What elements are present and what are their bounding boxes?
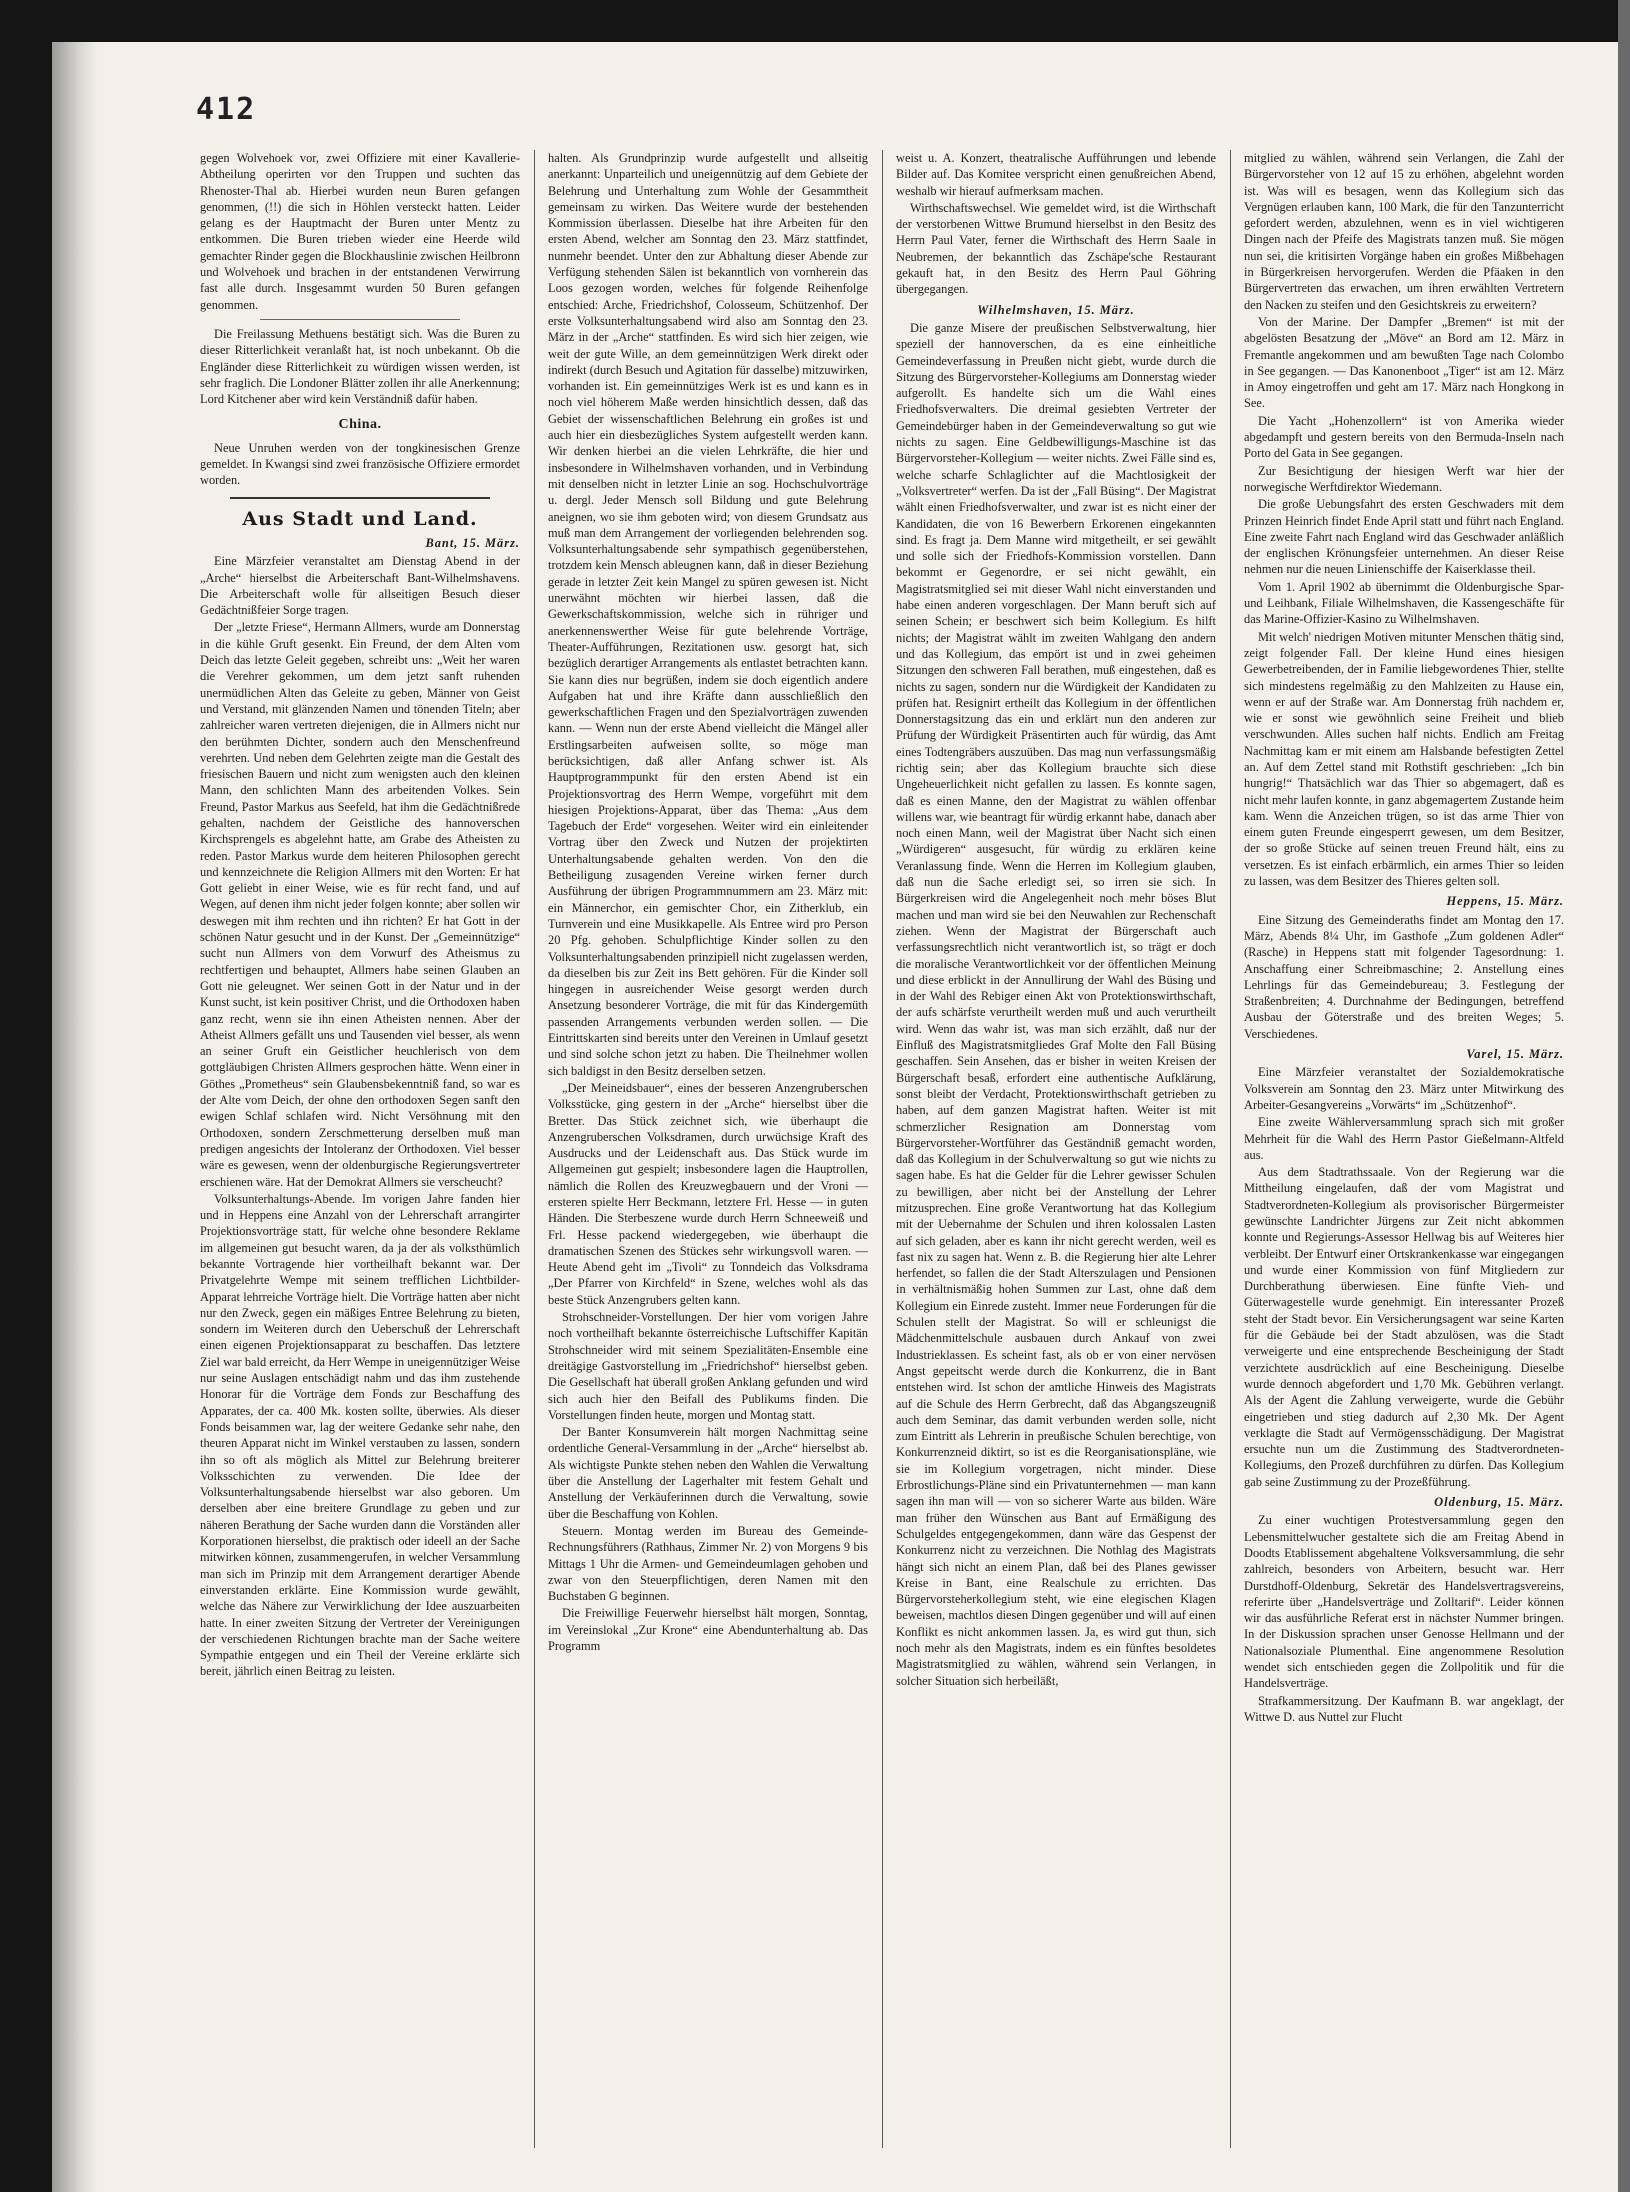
article-text: Die Freiwillige Feuerwehr hierselbst hält morgen, Sonntag, im Vereinslokal „Zur Krone“ eine Abendunterhaltung ab. Das Programm	[548, 1606, 868, 1654]
article-text: Eine Sitzung des Gemeinderaths findet am Montag den 17. März, Abends 8¼ Uhr, im Gasthofe „Zum goldenen Adler“ (Rasche) in Heppens statt mit folgender Tagesordnung: 1. Anschaffung einer Schreibmaschine; 2. Anstellung eines Lehrlings für das Gemeindebureau; 3. Festlegung der Straßenbreiten; 4. Durchnahme der Bedingungen, betreffend Ausbau der Göterstraße und des breiten Weges; 5. Verschiedenes.	[1244, 912, 1564, 1041]
article-text: Strafkammersitzung. Der Kaufmann B. war angeklagt, der Wittwe D. aus Nuttel zur Flucht	[1244, 1693, 1564, 1724]
article-text: Die Yacht „Hohenzollern“ ist von Amerika wieder abgedampft und gestern bereits von den Bermuda-Inseln nach Porto del Gata in See gegangen.	[1244, 413, 1564, 461]
column-rule	[1230, 150, 1231, 2148]
article-text: Neue Unruhen werden von der tongkinesischen Grenze gemeldet. In Kwangsi sind zwei französische Offiziere ermordet worden.	[200, 440, 520, 488]
article-text: mitglied zu wählen, während sein Verlangen, die Zahl der Bürgervorsteher von 12 auf 15 zu erhöhen, abgelehnt worden ist. Was will es besagen, wenn das Kollegium sich das Vergnügen erlauben kann, 100 Mark, die für den Tanzunterricht gefordert werden, abzulehnen, wenn es in viel wichtigeren Dingen nach der Pfeife des Magistrats tanzen muß. Sie mögen nun sei, die kritisirten Vorgänge haben ein großes Mißbehagen in Bürgerkreisen hervorgerufen. Werden die Pfäaken in den Bürgervertreten das erwachen, um ihren erwählten Vertretern den Nacken zu steifen und den Gesichtskreis zu erweitern?	[1244, 151, 1564, 312]
column-4	[1244, 150, 1564, 2150]
article-text: Zur Besichtigung der hiesigen Werft war hier der norwegische Werftdirektor Wiedemann.	[1244, 463, 1564, 494]
article-text: Die große Uebungsfahrt des ersten Geschwaders mit dem Prinzen Heinrich findet Ende April statt und führt nach England. Eine zweite Fahrt nach England wird das Geschwader anläßlich der englischen Krönungsfeier unternehmen. An dieser Reise nehmen nur die neuen Linienschiffe der Kaiserklasse theil.	[1244, 497, 1564, 577]
column-rule	[882, 150, 883, 2148]
article-text: Volksunterhaltungs-Abende. Im vorigen Jahre fanden hier und in Heppens eine Anzahl von der Lehrerschaft arrangirter Projektionsvorträge statt, für welche ohne besondere Reklame im allgemeinen gut besucht waren, da ja der als volksthümlich bekannte Vortragende hier vortheilhaft bekannt war. Der Privatgelehrte Wempe mit seinem trefflichen Lichtbilder-Apparat lehrreiche Vorträge hielt. Die Vorträge hatten aber nicht nur den Zweck, gegen ein mäßiges Entree Belehrung zu bieten, sondern im Weiteren durch den Ueberschuß der Lehrerschaft einen eigenen Projektionsapparat zu beschaffen. Das letztere Ziel war bald erreicht, da Herr Wempe in uneigennütziger Weise nur seine Auslagen entschädigt nahm und das ihm zustehende Honorar für die Vorträge dem Fonds zur Beschaffung des Apparates, der ca. 400 Mk. kosten sollte, überwies. Als dieser Fonds beisammen war, lag der weitere Gedanke sehr nahe, den theuren Apparat nicht im Winkel verstauben zu lassen, sondern ihn so oft als möglich als Mittel zur Belehrung breiterer Volksschichten zu verwenden. Die Idee der Volksunterhaltungsabende hierselbst war also geboren. Um derselben aber eine breitere Grundlage zu geben und zur näheren Berathung der Sache wurden dann die Vorständen aller Korporationen hierselbst, die praktisch oder ideell an der Sache mitwirken können, zusammengerufen, in welcher Versammlung man sich im Prinzip mit dem Arrangement derartiger Abende einverstanden erklärte. Eine Kommission wurde gewählt, welche das Nähere zur Verwirklichung der Idee auszuarbeiten hatte. In einer zweiten Sitzung der Vertreter der Vereinigungen der verschiedenen Richtungen brachte man der Sache weitere Sympathie entgegen und ein Theil der Vereine erklärte sich bereit, jährlich einen Beitrag zu leisten.	[200, 1191, 520, 1679]
article-text: Wirthschaftswechsel. Wie gemeldet wird, ist die Wirthschaft der verstorbenen Wittwe Brumund hierselbst in den Besitz des Herrn Paul Vater, ferner die Wirthschaft des Herrn Saale in Neubremen, der bekanntlich das Zschäpe'sche Restaurant gekauft hat, in den Besitz des Herrn Paul Göhring übergegangen.	[896, 200, 1216, 297]
scan-border-right	[1618, 0, 1630, 2192]
page-number: 412	[196, 92, 257, 127]
article-text: Die ganze Misere der preußischen Selbstverwaltung, hier speziell der hannoverschen, da es eine einheitliche Gemeindeverfassung in Preußen nicht giebt, wurde durch die Sitzung des Bürgervorsteher-Kollegiums am Donnerstag wieder aufgerollt. Es handelte sich um die Wahl eines Friedhofsverwalters. Die dreimal gesiebten Vertreter der Gemeindebürger haben in der Gemeindeverwaltung so gut wie nichts zu sagen. Eine Geldbewilligungs-Maschine ist das Bürgervorsteher-Kollegium — weiter nichts. Zwei Fälle sind es, welche scharfe Schlaglichter auf die Machtlosigkeit der „Volksvertreter“ werfen. Da ist der „Fall Büsing“. Der Magistrat wählt einen Friedhofsverwalter, und zwar ist es nicht einer der Kandidaten, die von 16 Bewerbern Erkorenen eingekannten sind. Es fragt ja. Dem Manne wird mitgetheilt, er sei gewählt und solle sich der Friedhofs-Kommission vorstellen. Dann bekommt er Gegenordre, er sei nicht gewählt, ein Magistratsmitglied sei mit dieser Wahl nicht einverstanden und habe einen anderen vorgeschlagen. Der Mann beruft sich auf seinen Schein; er beschwert sich beim Kollegium. Es hilft nichts; der Magistrat wählt im zweiten Wahlgang den andern und das Kollegium, das empört ist und in zwei geheimen Sitzungen den schweren Fall berathen, muß eingestehen, daß es nichts zu sagen, sondern nur die Würdigkeit der Kandidaten zu prüfen hat. Resignirt ertheilt das Kollegium in der öffentlichen Donnerstagsitzung das ein und erklärt nun den anderen zur Prüfung der Würdigkeit Präsentirten auch für würdig, das Amt eines Todtengräbers auszuüben. Das mag nun verfassungsmäßig richtig sein; aber das Kollegium brauchte sich diese Ungeheuerlichkeit nicht gefallen zu lassen. Es konnte sagen, daß es einen Manne, den der Magistrat zu wählen offenbar willens war, wie beantragt für würdig erkannt habe, danach aber noch einen Mann, weil der Magistrat über Nacht sich einen „Würdigeren“ ausgesucht, für würdig zu erklären keine Veranlassung finde. Wenn die Herren im Kollegium glauben, daß nun die Sache erledigt sei, so irren sie sich. In Bürgerkreisen wird die Angelegenheit noch mehr böses Blut machen und man wird sie bei den Neuwahlen zur Rechenschaft ziehen. Wenn der Magistrat der Bürgerschaft auch verfassungsrechtlich nicht verantwortlich ist, so trägt er doch die moralische Verantwortlichkeit vor der öffentlichen Meinung und diese erblickt in der Annullirung der Wahl des Büsing und in der Wahl des Rebiger einen Akt von Protektionswirthschaft, der aufs schärfste verurtheilt werden muß und auch verurtheilt wird. Wenn das wahr ist, was man sich erzählt, daß nur der Einfluß des Magistratsmitgliedes Graf Molte den Fall Büsing geschaffen. Sein Ansehen, das er bisher in weiten Kreisen der Bürgerschaft besaß, erfordert eine authentische Aufklärung, sonst bleibt der Verdacht, Protektionswirthschaft getrieben zu haben, auf dem ganzen Magistrat haften. Weiter ist mit schmerzlicher Resignation am Donnerstag vom Bürgervorsteher-Wortführer das Geständniß gemacht worden, daß das Kollegium in der Schulverwaltung so gut wie nichts zu sagen habe. Es hat die Gelder für die Lehrer gewisser Schulen zu bewilligen, aber nicht bei der Anstellung der Lehrer mitzusprechen. Eine große Verantwortung hat das Kollegium mit der Uebernahme der Schulen und ihren kolossalen Lasten auf sich geladen, aber es kann ihr nicht gerecht werden, weil es fast nix zu sagen hat. Wenn z. B. die Regierung hier alte Lehrer herfendet, so fallen die der Stadt Alterszulagen und Pensionen in verhältnismäßig hohen Summen zur Last, ohne daß dem Kollegium ein Einrede zusteht. Immer neue Forderungen für die Schulen stellt der Magistrat. So will er schleunigst die Mädchenmittelschule ausbauen durch Ankauf von zwei Industrieklassen. Es scheint fast, als ob er von einer nervösen Angst gepeitscht werde durch die Konkurrenz, die in Bant entstehen wird. Ist schon der amtliche Hinweis des Magistrats auf die Schule des Herrn Gerbrecht, daß das Abgangszeugniß auch dem Seminar, das damit verbunden werden solle, nicht zum Eintritt als Lehrerin in preußische Schulen berechtige, von Konkurrenzneid diktirt, so ist es die Reorganisationspläne, wie sie im Kollegium vorgetragen, nicht minder. Diese Erbrostlichungs-Pläne sind ein Privatunternehmen — man kann sagen ihn man will — von so sicherer Warte aus bilden. Wäre man früher den Wünschen aus Bant auf Ermäßigung des Schulgeldes entgegengekommen, dann wäre das Gespenst der Konkurrenz nicht zu verzeichnen. Die Nothlag des Magistrats hängt sich nicht an einem Plan, daß bei des Planes gewisser Kreise in Bant, eine Realschule zu errichten. Das Bürgervorsteherkollegium steht, wie eine elegischen Klagen beweisen, machtlos diesen Dingen gegenüber und will auf einen Konflikt es nicht ankommen lassen. Ja, es wird gut thun, sich noch mehr als den Magistrats, indem es ein fünftes besoldetes Magistratsmitglied zu wählen, während sein Verlangen, in solcher Situation sich herbeiläßt,	[896, 320, 1216, 1688]
article-text: Eine zweite Wählerversammlung sprach sich mit großer Mehrheit für die Wahl des Herrn Pastor Gießelmann-Altfeld aus.	[1244, 1115, 1564, 1162]
article-text: Zu einer wuchtigen Protestversammlung gegen den Lebensmittelwucher gestaltete sich die am Freitag Abend in Doodts Etablissement abgehaltene Volksversammlung, die sehr zahlreich, besonders von Arbeitern, besucht war. Herr Durstdhoff-Oldenburg, Sekretär des Handelsvertragsvereins, referirte über „Handelsverträge und Zolltarif“. Leider können wir das ausführliche Referat erst in nächster Nummer bringen. In der Diskussion sprachen unser Genosse Hellmann und der Nationalsoziale Plumenthal. Eine angenommene Resolution wendet sich entschieden gegen die Zollpolitik und für die Handelsverträge.	[1244, 1513, 1564, 1691]
section-heading-stadt-und-land: Aus Stadt und Land.	[242, 507, 478, 530]
dateline-oldenburg: Oldenburg, 15. März.	[1434, 1495, 1564, 1510]
dateline-wilhelmshaven: Wilhelmshaven, 15. März.	[977, 302, 1135, 317]
scan-border-top	[0, 0, 1630, 42]
article-text: Eine Märzfeier veranstaltet der Sozialdemokratische Volksverein am Sonntag den 23. März unter Mitwirkung des Arbeiter-Gesangvereins „Vorwärts“ im „Schützenhof“.	[1244, 1065, 1564, 1112]
dateline-varel: Varel, 15. März.	[1466, 1047, 1564, 1062]
column-rule	[534, 150, 535, 2148]
scan-border-left	[0, 0, 52, 2192]
article-text: Der „letzte Friese“, Hermann Allmers, wurde am Donnerstag in die kühle Gruft gesenkt. Ein Freund, der dem Alten vom Deich das letzte Geleit gegeben, schreibt uns: „Weit her waren die Verehrer gekommen, um dem jetzt sanft ruhenden unermüdlichen Alten das Geleite zu geben, Männer von Geist und Verstand, mit glänzenden Namen und tönenden Titeln; aber zahlreicher waren vertreten diejenigen, die in Allmers nicht nur den berühmten Dichter, sondern auch den Menschenfreund verehrten. Und neben dem Gelehrten zeigte man die Gestalt des friesischen Bauern und nicht zum wenigsten auch den kleinen Mann, den schlichten Mann des arbeitenden Volkes. Sein Freund, Pastor Markus aus Seefeld, hat ihm die Gedächtnißrede gehalten, nachdem der Geistliche des hannoverschen Kirchsprengels es abgelehnt hatte, am Grabe des Atheisten zu reden. Pastor Markus wurde dem heiteren Philosophen gerecht und kennzeichnete die Religion Allmers mit den Worten: Er hat Gott geliebt in einer Weise, wie es für recht fand, und auf Wegen, auf denen ihm nicht jeder folgen konnte; aber sollen wir deswegen mit ihm rechten und ihn richten? Er hat Gott in der schönen Natur gesucht und in der Kunst. Der „Gemeinnützige“ sucht nun Allmers von dem Vorwurf des Atheismus zu rechtfertigen und behauptet, Allmers habe seinen Glauben an Gott nie geleugnet. Wer seinen Gott in der Natur und in der Kunst sucht, ist kein positiver Christ, und die Orthodoxen haben ganz recht, wenn sie ihn einen Atheisten nennen. Aber der Atheist Allmers gefällt uns und Tausenden viel besser, als wenn an seiner Gruft ein Geistlicher heuchlerisch von dem gottgläubigen Christen Allmers gesprochen hätte. Wenn einer in Göthes „Prometheus“ sein Glaubensbekenntniß fand, so war es der Alte vom Deich, der ohne den orthodoxen Segen sanft den ewigen Schlaf schlafen wird. Nicht Versöhnung mit den Orthodoxen, sondern Zerschmetterung derselben muß man predigen angesichts der Intoleranz der Orthodoxen. Viel besser wäre es gewesen, wenn der oldenburgische Regierungsvertreter erschienen wäre. Hat der Demokrat Allmers sie verscheucht?	[200, 620, 520, 1189]
article-text: Mit welch' niedrigen Motiven mitunter Menschen thätig sind, zeigt folgender Fall. Der kleine Hund eines hiesigen Gewerbetreibenden, der in Familie liebgewordenes Thier, stellte sich mindestens regelmäßig zu den Mahlzeiten zu Hause ein, wenn er auf der Straße war. Am Donnerstag früh nachdem er, wie er sonst wie gewöhnlich seine Freiheit und blieb verschwunden. Alles suchen half nichts. Endlich am Freitag Nachmittag kam er mit einem am Halsbande befestigten Zettel an. Auf dem Zettel stand mit Rothstift geschrieben: „Ich bin hungrig!“ Thatsächlich war das Thier so abgemagert, daß es nicht mehr laufen konnte, in ganz abgemagertem Zustande heim kam. Wenn die Anzeichen trügen, so ist das arme Thier von einem guten Freunde eingesperrt gewesen, um dem Besitzer, der so große Stücke auf seinen treuen Freund hält, eins zu versetzen. Es ist einfach erbärmlich, ein armes Thier so leiden zu lassen, was dem Besitzer des Thieres gelten soll.	[1244, 629, 1564, 889]
article-text: Strohschneider-Vorstellungen. Der hier vom vorigen Jahre noch vortheilhaft bekannte österreichische Luftschiffer Kapitän Strohschneider wird mit seinem Spezialitäten-Ensemble eine dreitägige Gastvorstellung im „Friedrichshof“ hierselbst geben. Die Gesellschaft hat überall großen Anklang gefunden und wird sich auch hier den Beifall des Publikums finden. Die Vorstellungen finden heute, morgen und Montag statt.	[548, 1310, 868, 1422]
article-text: Die Freilassung Methuens bestätigt sich. Was die Buren zu dieser Ritterlichkeit veranlaßt hat, ist noch unbekannt. Ob die Engländer diese Ritterlichkeit zu würdigen wissen werden, ist sehr fraglich. Die Londoner Blätter zollen ihr alle Anerkennung; Lord Kitchener aber wird kein Verständniß dafür haben.	[200, 326, 520, 407]
section-rule	[230, 497, 490, 499]
article-text: Der Banter Konsumverein hält morgen Nachmittag seine ordentliche General-Versammlung in der „Arche“ hierselbst ab. Als wichtigste Punkte stehen neben den Wahlen die Verwaltung über die Anstellung der Lagerhalter mit festem Gehalt und Anstellung der Verkäuferinnen durch die Verwaltung, sowie über die Beschaffung von Kohlen.	[548, 1425, 868, 1521]
section-heading-china: China.	[338, 417, 382, 433]
article-text: Eine Märzfeier veranstaltet am Dienstag Abend in der „Arche“ hierselbst die Arbeiterschaft Bant-Wilhelmshavens. Die Arbeiterschaft wolle für allseitigen Besuch dieser Gedächtnißfeier Sorge tragen.	[200, 554, 520, 618]
article-text: gegen Wolvehoek vor, zwei Offiziere mit einer Kavallerie-Abtheilung operirten vor den Truppen und suchten das Rhenoster-Thal ab. Hierbei wurden neun Buren gefangen genommen, (!!) die sich in Höhlen versteckt hatten. Leider gelang es der Hauptmacht der Buren unter Mentz zu entkommen. Die Buren trieben wieder eine Heerde wild gemachter Rinder gegen die Blockhauslinie zwischen Heilbronn und Wolvehoek und brachen in der entstandenen Verwirrung fast alle durch. Insgesammt wurden 50 Buren gefangen genommen.	[200, 151, 520, 312]
column-3	[896, 150, 1216, 2150]
column-2	[548, 150, 868, 2150]
text-columns	[200, 150, 1580, 2160]
article-text: Von der Marine. Der Dampfer „Bremen“ ist mit der abgelösten Besatzung der „Möve“ an Bord am 12. März in Fremantle angekommen und am bewußten Tage nach Colombo in See gegangen. — Das Kanonenboot „Tiger“ ist am 12. März in Amoy eingetroffen und geht am 17. März nach Hongkong in See.	[1244, 314, 1564, 411]
dateline-heppens: Heppens, 15. März.	[1446, 894, 1564, 909]
separator	[260, 319, 460, 320]
dateline-bant: Bant, 15. März.	[425, 535, 520, 550]
article-text: Vom 1. April 1902 ab übernimmt die Oldenburgische Spar- und Leihbank, Filiale Wilhelmshaven, die Kassengeschäfte für das Marine-Offizier-Kasino zu Wilhelmshaven.	[1244, 579, 1564, 627]
article-text: halten. Als Grundprinzip wurde aufgestellt und allseitig anerkannt: Unparteilich und uneigennützig auf dem Gebiete der Belehrung und Unterhaltung zum Wohle der Gesammtheit gemeinsam zu wirken. Das Weitere wurde der bestehenden Kommission überlassen. Dieselbe hat ihre Arbeiten für den ersten Abend, welcher am Sonntag den 23. März stattfindet, nunmehr beendet. Unter den zur Abhaltung dieser Abende zur Verfügung stehenden Sälen ist bekanntlich von vornherein das Loos gezogen worden, welches für folgende Reihenfolge entschied: Arche, Friedrichshof, Colosseum, Schützenhof. Der erste Volksunterhaltungsabend wird also am Sonntag den 23. März in der „Arche“ stattfinden. Es wird sich hier zeigen, wie weit der gute Wille, an dem gemeinnützigen Werk direkt oder indirekt (durch Besuch und Agitation für dasselbe) mitzuwirken, vorhanden ist. Ein gemeinnütziges Werk ist es und kann es in noch viel höherem Maße werden hinsichtlich dessen, daß das Gebiet der wissenschaftlichen Belehrung ein großes ist und auch hier ein diesbezügliches System aufgestellt werden kann. Wir denken hierbei an die vielen Lehrkräfte, die hier und insbesondere in Wilhelmshaven vorhanden, und in Verbindung mit denselben nicht in letzter Linie an sog. Hochschulvorträge u. dergl. Jeder Mensch soll Bildung und gute Belehrung aneignen, wo sie ihm geboten wird; von diesem Grundsatz aus muß man dem Arrangement der vorliegenden belehrenden sog. Volksunterhaltungsabende sehr sympathisch gegenüberstehen, trotzdem kein Mensch ableugnen kann, daß in dieser Beziehung gerade in letzter Zeit kein Mangel zu spüren gewesen ist. Nicht unerwähnt möchten wir hierbei lassen, daß die Gewerkschaftskommission, welche sich in rühriger und anerkennenswerther Weise für gute belehrende Vorträge, Theater-Aufführungen, Rezitationen usw. gesorgt hat, sich bezüglich derartiger Arrangements als entlastet betrachten kann. Sie kann dies nur begrüßen, indem sie doch eigentlich andere Aufgaben hat und ihre Kräfte dann ausschließlich den gewerkschaftlichen Fragen und den Spezialvorträgen zuwenden kann. — Wenn nun der erste Abend vielleicht die Mängel aller Erstlingsarbeiten aufweisen sollte, so möge man berücksichtigen, daß aller Anfang schwer ist. Als Hauptprogrammpunkt für den ersten Abend ist ein Projektionsvortrag des Herrn Wempe, vorgeführt mit dem hiesigen Projektions-Apparat, über das Thema: „Aus dem Tagebuch der Erde“ vorgesehen. Weiter wird ein einleitender Vortrag über den Zweck und Nutzen der projektirten Unterhaltungsabende gehalten werden. Von den die Betheiligung zusagenden Vereine wirken ferner durch Ausführung der übrigen Programmnummern am 23. März mit: ein Männerchor, ein gemischter Chor, ein Zitherklub, ein Turnverein und eine Musikkapelle. Als Entree wird pro Person 20 Pfg. gehoben. Schulpflichtige Kinder sollen zu den Volksunterhaltungsabenden prinzipiell nicht zugelassen werden, da dieselben bis zur Zeit ins Bett gehören. Für die Kinder soll hingegen in ausreichender Weise gesorgt werden durch Ansetzung besonderer Vorträge, die mit für das Kindergemüth passenden Arrangements verbunden werden sollen. — Die Eintrittskarten sind bereits unter den Vereinen in Umlauf gesetzt und sind solche schon jetzt zu haben. Die Theilnehmer wollen sich baldigst in den Besitz derselben setzen.	[548, 151, 868, 1078]
page-spine-shadow	[52, 42, 98, 2192]
article-text: Aus dem Stadtrathssaale. Von der Regierung war die Mittheilung eingelaufen, daß der vom Magistrat und Stadtverordneten-Kollegium als provisorischer Bürgermeister gewünschte Landrichter Jürgens zur Zeit nicht abkommen konnte und Regierungs-Assessor Hellwag bis auf Weiteres hier verbleibt. Der Entwurf einer Ortskrankenkasse war eingegangen und wurde einer Kommission von fünf Mitgliedern zur Durchberathung überwiesen. Eine fünfte Vieh- und Güterwagestelle wurde genehmigt. Ein interessanter Prozeß steht der Stadt bevor. Ein Versicherungsagent war seine Karten für die Gebäude bei der Stadt abzulösen, was die Stadt verweigerte und eine entsprechende Bescheinigung der Stadt verzichtete ausdrücklich auf eine Bescheinigung. Dieselbe wurde dennoch abgefordert und 1,70 Mk. Gebühren verlangt. Als der Agent die Zahlung verweigerte, wurde die Gebühr eingetrieben und stieg dadurch auf 2,30 Mk. Der Agent verklagte die Stadt auf Vermögensschädigung. Der Magistrat ersuchte nun um die Zustimmung des Stadtverordneten-Kollegiums, den Prozeß durchführen zu dürfen. Das Kollegium gab seine Zustimmung zu der Prozeßführung.	[1244, 1165, 1564, 1489]
article-text: Steuern. Montag werden im Bureau des Gemeinde-Rechnungsführers (Rathhaus, Zimmer Nr. 2) von Morgens 9 bis Mittags 1 Uhr die Armen- und Gemeindeumlagen gehoben und zwar von den Steuerpflichtigen, deren Namen mit den Buchstaben G beginnen.	[548, 1523, 868, 1604]
article-text: „Der Meineidsbauer“, eines der besseren Anzengruberschen Volksstücke, ging gestern in der „Arche“ hierselbst über die Bretter. Das Stück zeichnet sich, wie überhaupt die Anzengruberschen Volksdramen, durch urwüchsige Kraft des Ausdrucks und der Leidenschaft aus. Das Stück wurde im Allgemeinen gut gespielt; insbesondere lagen die Hauptrollen, nämlich die Rollen des Kreuzwegbauern und der Vroni — ersteren spielte Herr Beckmann, letztere Frl. Hesse — in guten Händen. Die Sterbeszene wurde durch Herrn Schneeweiß und Frl. Hesse packend wiedergegeben, wie überhaupt die dramatischen Szenen des Stückes sehr wirkungsvoll waren. — Heute Abend geht im „Tivoli“ zu Tonndeich das Volksdrama „Der Pfarrer von Kirchfeld“ in Szene, welches wohl als das beste Stück Anzengrubers gelten kann.	[548, 1080, 868, 1307]
article-text: weist u. A. Konzert, theatralische Aufführungen und lebende Bilder auf. Das Komitee verspricht einen genußreichen Abend, weshalb wir hierauf aufmerksam machen.	[896, 151, 1216, 198]
column-1	[200, 150, 520, 2150]
